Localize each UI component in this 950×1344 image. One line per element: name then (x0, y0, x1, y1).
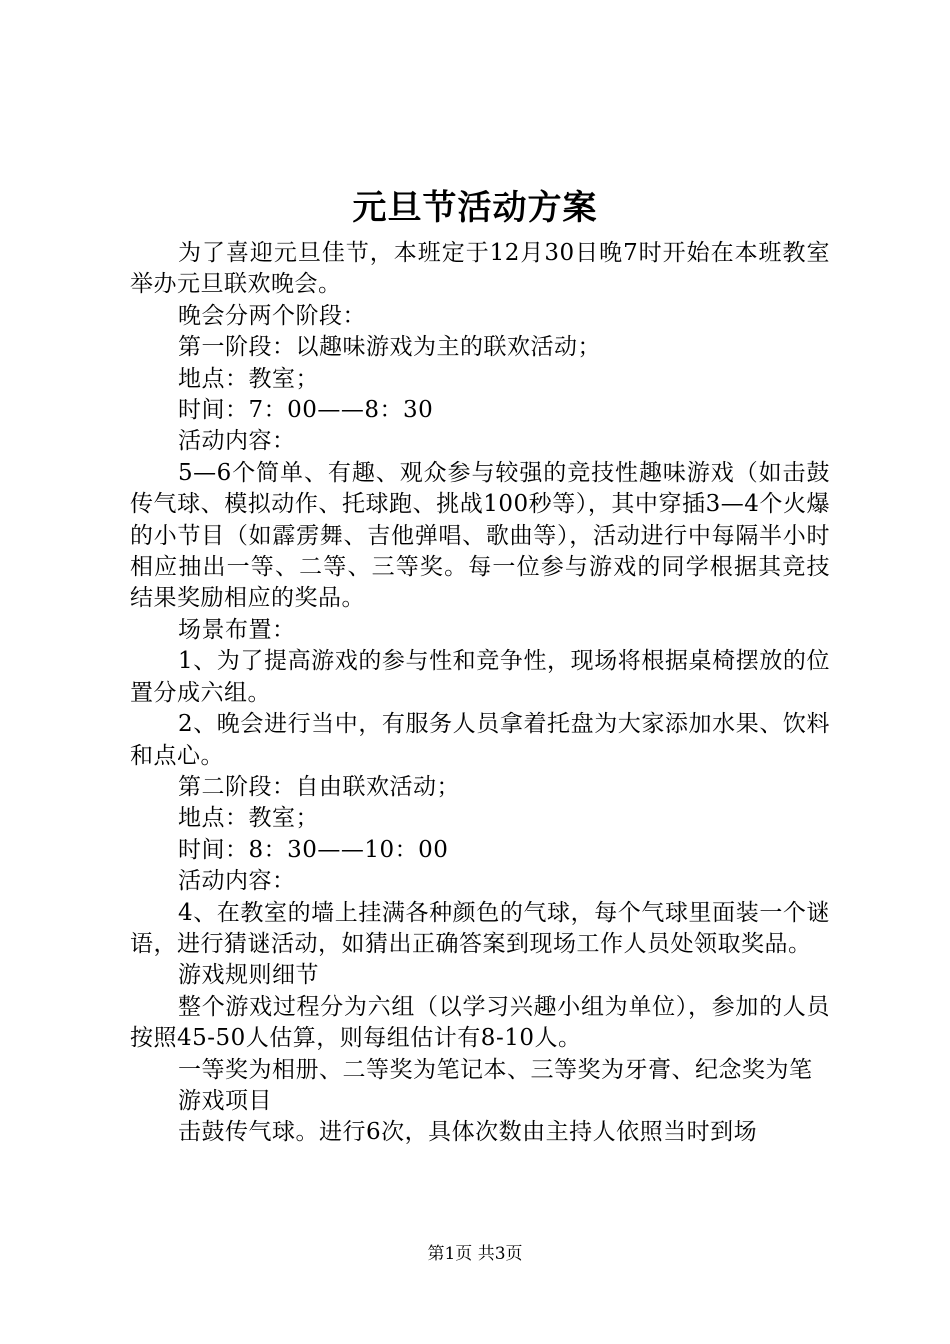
paragraph: 活动内容： (178, 428, 296, 455)
paragraph: 时间：7：00——8：30 (178, 397, 434, 424)
paragraph: 游戏项目 (178, 1087, 272, 1114)
paragraph: 场景布置： (178, 616, 296, 643)
paragraph: 1、为了提高游戏的参与性和竞争性，现场将根据桌椅摆放的位置分成六组。 (130, 648, 830, 706)
paragraph: 一等奖为相册、二等奖为笔记本、三等奖为牙膏、纪念奖为笔 (178, 1056, 813, 1083)
document-title: 元旦节活动方案 (352, 188, 598, 228)
paragraph: 为了喜迎元旦佳节，本班定于12月30日晚7时开始在本班教室举办元旦联欢晚会。 (130, 240, 830, 298)
paragraph: 2、晚会进行当中，有服务人员拿着托盘为大家添加水果、饮料和点心。 (130, 711, 830, 769)
paragraph: 地点：教室； (178, 365, 319, 392)
paragraph: 整个游戏过程分为六组（以学习兴趣小组为单位），参加的人员按照45-50人估算，则每组估计有8-10人。 (130, 993, 830, 1052)
paragraph: 晚会分两个阶段： (178, 302, 366, 329)
page-footer: 第1页 共3页 (427, 1244, 523, 1264)
paragraph: 时间：8：30——10：00 (178, 836, 449, 863)
document-body (130, 238, 830, 1149)
paragraph: 游戏规则细节 (178, 962, 319, 989)
paragraph: 地点：教室； (178, 805, 319, 832)
paragraph: 5—6个简单、有趣、观众参与较强的竞技性趣味游戏（如击鼓传气球、模拟动作、托球跑、挑战100秒等），其中穿插3—4个火爆的小节目（如霹雳舞、吉他弹唱、歌曲等），活动进行中每隔半小时相应抽出一等、二等、三等奖。每一位参与游戏的同学根据其竞技结果奖励相应的奖品。 (130, 459, 830, 612)
paragraph: 4、在教室的墙上挂满各种颜色的气球，每个气球里面装一个谜语，进行猜谜活动，如猜出正确答案到现场工作人员处领取奖品。 (130, 899, 830, 957)
paragraph: 第一阶段：以趣味游戏为主的联欢活动； (178, 334, 601, 361)
paragraph: 第二阶段：自由联欢活动； (178, 773, 460, 800)
paragraph: 活动内容： (178, 868, 296, 895)
paragraph: 击鼓传气球。进行6次，具体次数由主持人依照当时到场 (178, 1119, 758, 1146)
